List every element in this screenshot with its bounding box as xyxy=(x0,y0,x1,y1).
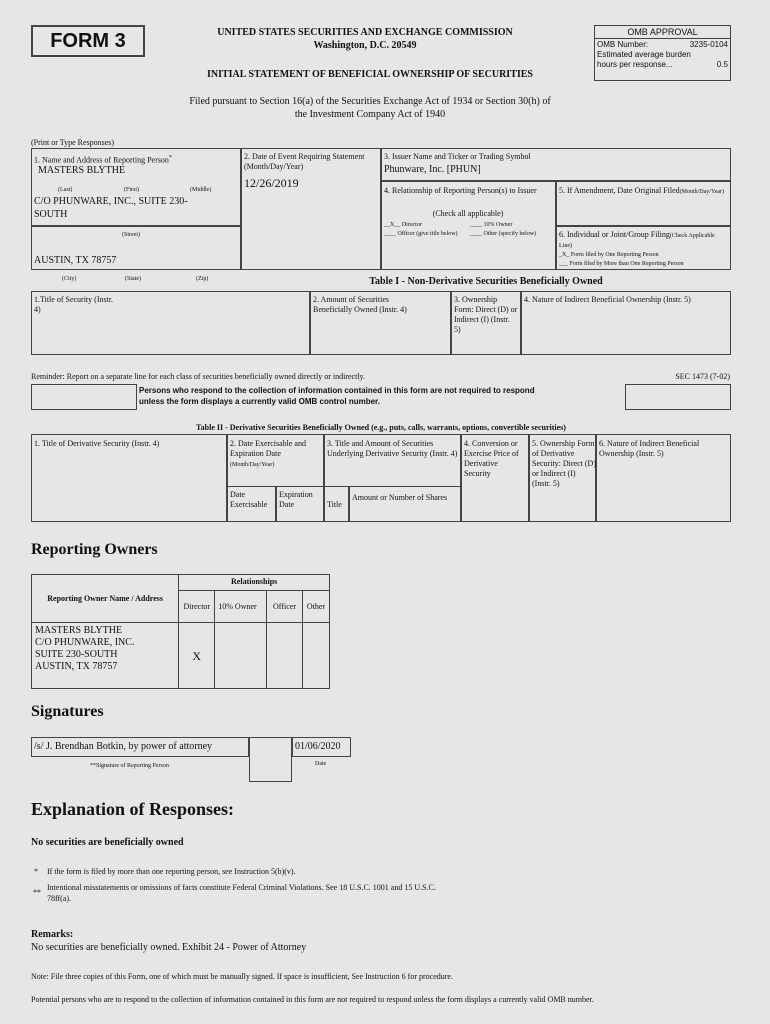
ro-owner-line4: AUSTIN, TX 78757 xyxy=(35,661,118,672)
box4-check-note: (Check all applicable) xyxy=(432,209,504,218)
remarks-label: Remarks: xyxy=(31,929,74,940)
footnote2-line2: 78ff(a). xyxy=(47,894,72,903)
box1-name: MASTERS BLYTHE xyxy=(38,165,126,176)
footnote1-mark: * xyxy=(34,867,38,876)
omb-burden-line: Estimated average burden xyxy=(597,50,691,59)
box1-middle-caption: (Middle) xyxy=(190,187,212,193)
ro-director-header: Director xyxy=(179,591,215,623)
ro-director-mark: X xyxy=(179,623,215,689)
box1-address-line2: SOUTH xyxy=(34,209,68,220)
ro-ten-pct-header: 10% Owner xyxy=(215,591,267,623)
omb-title: OMB APPROVAL xyxy=(595,26,730,39)
omb-hours-label: hours per response... xyxy=(597,60,673,69)
reminder-left-box xyxy=(31,384,137,410)
box2-value: 12/26/2019 xyxy=(244,176,299,190)
table1-title: Table I - Non-Derivative Securities Beneficially Owned xyxy=(369,276,603,287)
signature-date: 01/06/2020 xyxy=(295,741,341,752)
ro-owner-line2: C/O PHUNWARE, INC. xyxy=(35,637,135,648)
form-title-box xyxy=(31,25,145,57)
table2-col3-title: Title xyxy=(327,500,342,509)
box1-star: * xyxy=(168,155,172,161)
table2-title: Table II - Derivative Securities Beneficially Owned (e.g., puts, calls, warrants, options, convertible securities) xyxy=(196,423,566,432)
form-title: FORM 3 xyxy=(50,30,126,52)
remarks-text: No securities are beneficially owned. Exhibit 24 - Power of Attorney xyxy=(31,942,307,953)
agency-line-1: UNITED STATES SECURITIES AND EXCHANGE COMMISSION xyxy=(217,27,513,38)
filed-line-1: Filed pursuant to Section 16(a) of the Securities Exchange Act of 1934 or Section 30(h) of xyxy=(189,96,551,107)
box1-last-caption: (Last) xyxy=(58,187,73,193)
box3-label: 3. Issuer Name and Ticker or Trading Symbol xyxy=(384,152,531,161)
ro-owner-address xyxy=(32,623,179,689)
ro-officer-cell xyxy=(267,623,303,689)
box4-director: __X__ Director xyxy=(384,222,422,228)
table2-col6-label: 6. Nature of Indirect Beneficial Ownership (Instr. 5) xyxy=(599,439,700,458)
signature-text: /s/ J. Brendhan Botkin, by power of attorney xyxy=(34,741,213,752)
sec-number: SEC 1473 (7-02) xyxy=(675,372,730,381)
footnote2-line1: Intentional misstatements or omissions of facts constitute Federal Criminal Violations. See 18 U.S.C. 1001 and 15 U.S.C. xyxy=(47,883,436,892)
ro-other-cell xyxy=(302,623,329,689)
ro-owner-line3: SUITE 230-SOUTH xyxy=(35,649,118,660)
omb-number-label: OMB Number: xyxy=(597,40,649,49)
signatures-heading: Signatures xyxy=(31,703,104,720)
persons-line-2: unless the form displays a currently valid OMB control number. xyxy=(139,397,380,406)
no-securities: No securities are beneficially owned xyxy=(31,837,184,848)
box6-opt1: _X_ Form filed by One Reporting Person xyxy=(559,252,659,258)
reminder-right-box xyxy=(625,384,731,410)
ro-ten-pct-cell xyxy=(215,623,267,689)
box1-state-caption: (State) xyxy=(125,276,141,282)
signature-label: **Signature of Reporting Person xyxy=(90,763,169,769)
box1-street-caption: (Street) xyxy=(122,232,140,238)
ro-officer-header: Officer xyxy=(267,591,303,623)
agency-line-2: Washington, D.C. 20549 xyxy=(313,40,417,51)
footnote1: If the form is filed by more than one reporting person, see Instruction 5(b)(v). xyxy=(47,867,296,876)
box4-other: ____ Other (specify below) xyxy=(470,231,537,237)
omb-hours-value: 0.5 xyxy=(716,60,728,69)
table2-col5-label: 5. Ownership Form of Derivative Security: Direct (D) or Indirect (I) (Instr. 5) xyxy=(532,439,596,488)
omb-number-value: 3235-0104 xyxy=(689,40,728,49)
box4-ten-pct: ____ 10% Owner xyxy=(470,222,513,228)
ro-name-header: Reporting Owner Name / Address xyxy=(32,575,179,623)
date-label: Date xyxy=(315,761,327,767)
box1-city-caption: (City) xyxy=(62,276,77,282)
footnote2-mark: ** xyxy=(33,888,41,897)
box1-zip-caption: (Zip) xyxy=(196,276,209,282)
reminder-text: Reminder: Report on a separate line for each class of securities beneficially owned directly or indirectly. xyxy=(31,372,366,381)
table2-col3-amount-cell xyxy=(349,486,461,522)
filed-line-2: the Investment Company Act of 1940 xyxy=(294,109,446,120)
table1-col3-label: 3. Ownership Form: Direct (D) or Indirect (I) (Instr. 5) xyxy=(454,295,518,334)
table2-col2-sub: (Month/Day/Year) xyxy=(230,462,275,468)
ro-owner-row xyxy=(32,623,330,689)
ro-owner-line1: MASTERS BLYTHE xyxy=(35,625,123,636)
table2-col3-amount: Amount or Number of Shares xyxy=(352,493,448,502)
box1-first-caption: (First) xyxy=(124,187,139,193)
table1-col1-label: 1.Title of Security (Instr. 4) xyxy=(34,295,114,314)
statement-title: INITIAL STATEMENT OF BENEFICIAL OWNERSHIP OF SECURITIES xyxy=(206,69,533,80)
box1-label: 1. Name and Address of Reporting Person* xyxy=(34,155,172,165)
box3-value: Phunware, Inc. [PHUN] xyxy=(384,164,481,175)
print-note: (Print or Type Responses) xyxy=(31,138,115,147)
box1-address-line1: C/O PHUNWARE, INC., SUITE 230- xyxy=(34,196,188,207)
box2-label: 2. Date of Event Requiring Statement (Month/Day/Year) xyxy=(244,152,365,171)
reporting-owners-heading: Reporting Owners xyxy=(31,541,158,558)
box6-label: 6. Individual or Joint/Group Filing(Check Applicable Line) xyxy=(559,230,715,249)
explanation-heading: Explanation of Responses: xyxy=(31,799,235,819)
potential-text: Potential persons who are to respond to the collection of information contained in this form are not required to respond unless the form displays a currently valid OMB number. xyxy=(31,995,594,1004)
box6-check: (Check Applicable Line) xyxy=(559,233,715,249)
table2-col2-exp: Expiration Date xyxy=(279,490,313,509)
table2-col4-label: 4. Conversion or Exercise Price of Derivative Security xyxy=(464,439,519,478)
table2-col2-date-ex: Date Exercisable xyxy=(230,490,268,509)
signature-gap-box xyxy=(249,737,292,782)
box5-label: 5. If Amendment, Date Original Filed(Month/Day/Year) xyxy=(559,186,725,195)
ro-other-header: Other xyxy=(302,591,329,623)
box4-label: 4. Relationship of Reporting Person(s) to Issuer xyxy=(384,186,537,195)
box5-sub: (Month/Day/Year) xyxy=(679,189,725,195)
table2-col1-label: 1. Title of Derivative Security (Instr. 4) xyxy=(34,439,160,448)
table2-col2-label: 2. Date Exercisable and Expiration Date xyxy=(230,439,306,458)
box4-officer: ____ Officer (give title below) xyxy=(384,231,458,237)
persons-line-1: Persons who respond to the collection of information contained in this form are not required to respond xyxy=(139,386,535,395)
omb-approval-box xyxy=(594,25,731,81)
box1-city-state-zip: AUSTIN, TX 78757 xyxy=(34,255,117,266)
table2-col3-label: 3. Title and Amount of Securities Underlying Derivative Security (Instr. 4) xyxy=(327,439,458,458)
table1-col2-label: 2. Amount of Securities Beneficially Owned (Instr. 4) xyxy=(313,295,407,314)
note-text: Note: File three copies of this Form, one of which must be manually signed. If space is insufficient, See Instruction 6 for procedure. xyxy=(31,972,453,981)
box6-opt2: ___ Form filed by More than One Reporting Person xyxy=(559,261,684,267)
table1-col4-label: 4. Nature of Indirect Beneficial Ownership (Instr. 5) xyxy=(524,295,691,304)
reporting-owners-table xyxy=(31,574,330,689)
ro-relationships-header: Relationships xyxy=(179,575,330,591)
